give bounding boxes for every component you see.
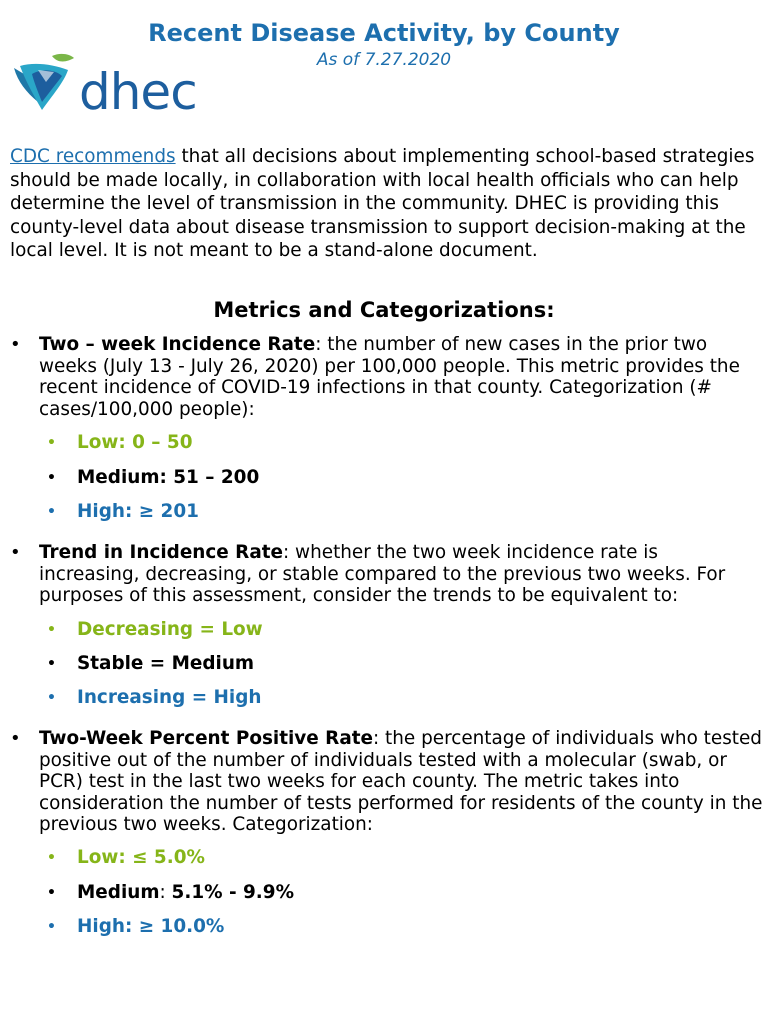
intro-paragraph xyxy=(10,145,762,263)
bullet-icon: • xyxy=(47,919,56,935)
page-title: Recent Disease Activity, by County xyxy=(148,19,620,47)
metric-description: : the number of new cases in the prior two weeks (July 13 - July 26, 2020) per 100,000 people. This metric provides the recent incidence of COVID-19 infections in that county. Categorization (# cases/100,000 people): xyxy=(39,334,740,420)
bullet-icon: • xyxy=(47,690,56,706)
bullet-icon: • xyxy=(47,622,56,638)
bullet-icon: • xyxy=(10,728,21,749)
dhec-logo xyxy=(12,52,197,122)
section-title: Metrics and Categorizations: xyxy=(213,298,555,322)
logo-wordmark: dhec xyxy=(79,63,197,121)
bullet-icon: • xyxy=(47,435,56,451)
intro-text: that all decisions about implementing school-based strategies should be made locally, in collaboration with local health officials who can help determine the level of transmission in the community. DHEC is providing this county-level data about disease transmission to support decision-making at the local level. It is not meant to be a stand-alone document. xyxy=(10,146,755,261)
metric-description: : the percentage of individuals who tested positive out of the number of individuals tested with a molecular (swab, or PCR) test in the last two weeks for each county. The metric takes into consideration the number of tests performed for residents of the county in the previous two weeks. Categorization: xyxy=(39,728,763,835)
bullet-icon: • xyxy=(10,542,21,563)
bullet-icon: • xyxy=(47,656,56,672)
bullet-icon: • xyxy=(47,850,56,866)
metric-name: Two-Week Percent Positive Rate xyxy=(39,728,374,749)
metric-name: Two – week Incidence Rate xyxy=(39,334,316,355)
bullet-icon: • xyxy=(47,504,56,520)
bullet-icon: • xyxy=(10,334,21,355)
metric-description: : whether the two week incidence rate is increasing, decreasing, or stable compared to the previous two weeks. For purposes of this assessment, consider the trends to be equivalent to: xyxy=(39,542,726,606)
metric-name: Trend in Incidence Rate xyxy=(39,542,284,563)
bullet-icon: • xyxy=(47,470,56,486)
as-of-date: As of 7.27.2020 xyxy=(316,50,452,70)
cdc-recommends-link[interactable]: CDC recommends xyxy=(10,146,176,167)
bullet-icon: • xyxy=(47,885,56,901)
palmetto-logo-icon xyxy=(12,52,82,122)
